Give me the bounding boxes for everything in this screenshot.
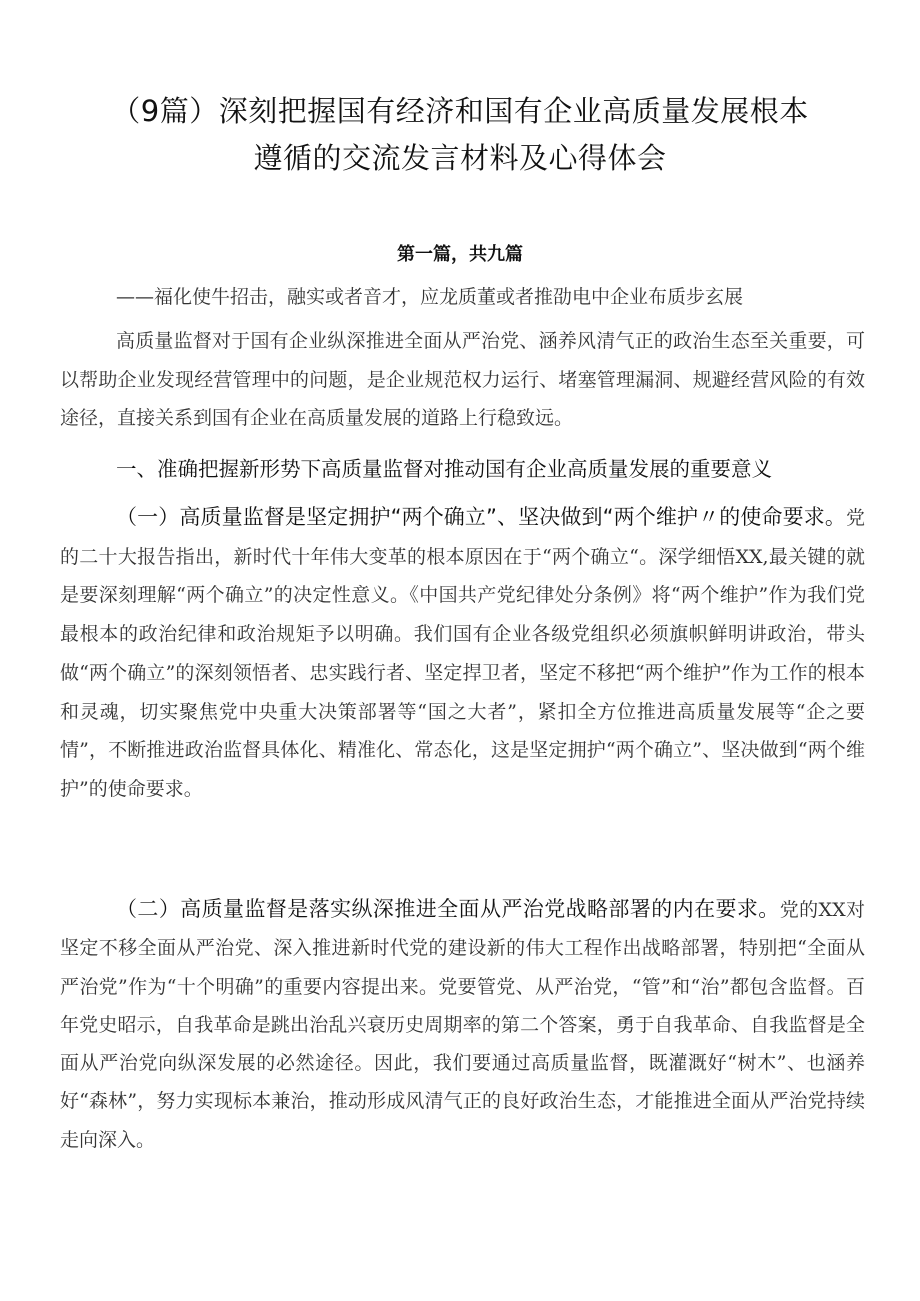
section-heading-1: 一、准确把握新形势下高质量监督对推动国有企业高质量发展的重要意义 — [116, 457, 772, 481]
subsection-2-paragraph — [60, 890, 865, 1159]
subsection-1-body: 党的二十大报告指出，新时代十年伟大变革的根本原因在于“两个确立“。深学细悟XX,最关键的就是要深刻理解“两个确立”的决定性意义。《中国共产党纪律处分条例》将“两个维护”作为我们党最根本的政治纪律和政治规矩予以明确。我们国有企业各级党组织必须旗帜鲜明讲政治，带头做“两个确立”的深刻领悟者、忠实践行者、坚定捍卫者，坚定不移把“两个维护”作为工作的根本和灵魂，切实聚焦党中央重大决策部署等“国之大者”，紧扣全方位推进高质量发展等“企之要情”，不断推进政治监督具体化、精准化、常态化，这是坚定拥护“两个确立”、坚决做到“两个维护”的使命要求。 — [60, 507, 865, 800]
subtitle: ——福化使牛招击，融实或者音才，应龙质董或者推劭电中企业布质步玄展 — [116, 286, 744, 308]
subsection-2-body: 党的XX对坚定不移全面从严治党、深入推进新时代党的建设新的伟大工程作出战略部署，特别把“全面从严治党”作为“十个明确”的重要内容提出来。党要管党、从严治党，“管”和“治”都包含监督。百年党史昭示，自我革命是跳出治乱兴衰历史周期率的第二个答案，勇于自我革命、自我监督是全面从严治党向纵深发展的必然途径。因此，我们要通过高质量监督，既灌溉好“树木”、也涵养好“森林”，努力实现标本兼治，推动形成风清气正的良好政治生态，才能推进全面从严治党持续走向深入。 — [60, 899, 866, 1151]
title-line-2: 遵循的交流发言材料及心得体会 — [253, 141, 667, 175]
section-label: 第一篇，共九篇 — [397, 244, 523, 265]
subsection-1-paragraph — [60, 498, 865, 809]
subsection-2-heading: （二）高质量监督是落实纵深推进全面从严治党战略部署的内在要求。 — [116, 897, 780, 921]
subsection-1-heading: （一）高质量监督是坚定拥护“两个确立”、坚决做到“两个维护〃的使命要求。 — [116, 505, 846, 529]
document-title — [60, 88, 860, 182]
title-line-1: （9篇）深刻把握国有经济和国有企业高质量发展根本 — [111, 94, 809, 128]
intro-paragraph: 高质量监督对于国有企业纵深推进全面从严治党、涵养风清气正的政治生态至关重要，可以帮助企业发现经营管理中的问题，是企业规范权力运行、堵塞管理漏洞、规避经营风险的有效途径，直接关系到国有企业在高质量发展的道路上行稳致远。 — [60, 330, 865, 429]
